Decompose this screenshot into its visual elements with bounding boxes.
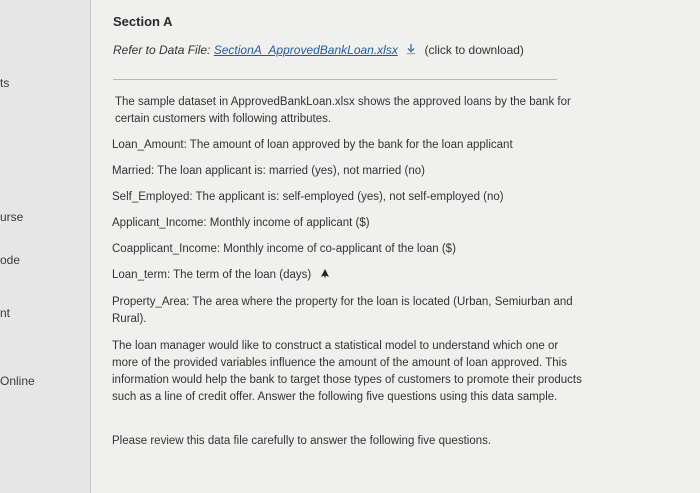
file-action-text: (click to download) (424, 43, 524, 57)
section-title: Section A (113, 14, 173, 29)
intro-paragraph: The sample dataset in ApprovedBankLoan.xlsx shows the approved loans by the bank for certain customers with following attributes. (115, 96, 571, 125)
attribute-coapplicant-income: Coapplicant_Income: Monthly income of co-applicant of the loan ($) (112, 243, 456, 255)
sidebar-item-4[interactable]: nt (0, 306, 11, 320)
sidebar-item-1[interactable]: ts (0, 76, 10, 90)
attribute-loan-amount: Loan_Amount: The amount of loan approved by the bank for the loan applicant (112, 139, 513, 151)
download-icon[interactable] (405, 43, 417, 55)
sidebar (0, 0, 90, 493)
attribute-married: Married: The loan applicant is: married (yes), not married (no) (112, 165, 425, 177)
sidebar-item-2[interactable]: urse (0, 210, 24, 224)
file-reference (113, 43, 524, 57)
manager-paragraph: The loan manager would like to construct a statistical model to understand which one or more of the provided variables influence the amount of the amount of loan approved. This information would help the bank to target those types of customers to promote their products such as a line of credit offer. Answer the following five questions using this data sample. (112, 340, 582, 403)
divider-line (113, 79, 557, 80)
file-intro-text: Refer to Data File: (113, 43, 214, 57)
attribute-loan-term (112, 267, 582, 284)
attribute-applicant-income: Applicant_Income: Monthly income of applicant ($) (112, 217, 370, 229)
file-download-link[interactable]: SectionA_ApprovedBankLoan.xlsx (213, 43, 398, 57)
content-panel (91, 0, 700, 493)
sidebar-item-3[interactable]: ode (0, 253, 21, 267)
closing-instruction: Please review this data file carefully to answer the following five questions. (112, 435, 492, 447)
attribute-property-area: Property_Area: The area where the property for the loan is located (Urban, Semiurban and Rural). (112, 296, 573, 325)
sidebar-item-5[interactable]: Online (0, 374, 35, 388)
mouse-cursor-icon (320, 268, 330, 280)
attribute-loan-term-text: Loan_term: The term of the loan (days) (112, 269, 312, 281)
attribute-self-employed: Self_Employed: The applicant is: self-employed (yes), not self-employed (no) (112, 191, 504, 203)
